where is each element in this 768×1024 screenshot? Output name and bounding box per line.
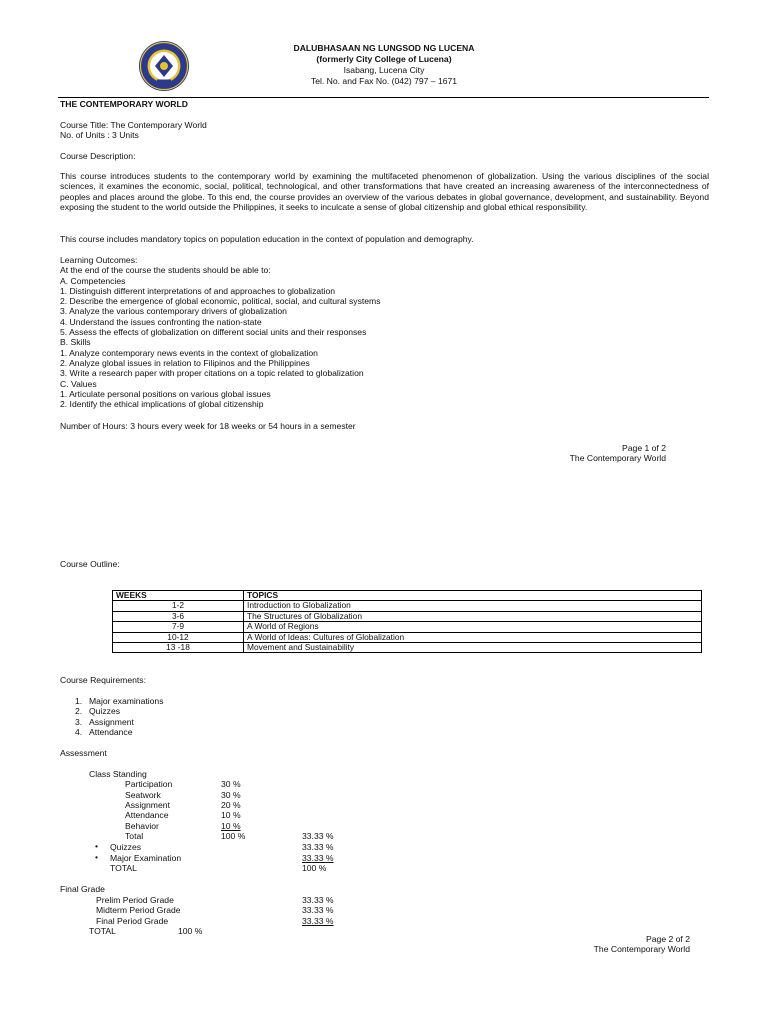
- description-heading: Course Description:: [60, 151, 136, 161]
- requirements-heading: Course Requirements:: [60, 675, 146, 685]
- skill-item: 3. Write a research paper with proper citations on a topic related to globalization: [60, 368, 364, 379]
- document-title: THE CONTEMPORARY WORLD: [60, 99, 188, 109]
- footer-title: The Contemporary World: [593, 944, 690, 955]
- period-grade-weight: 33.33 %: [302, 916, 334, 926]
- period-grade-label: Midterm Period Grade: [96, 905, 181, 915]
- list-item: 2. Quizzes: [75, 706, 121, 717]
- course-outline-table: [112, 590, 702, 653]
- hours-statement: Number of Hours: 3 hours every week for 18 weeks or 54 hours in a semester: [60, 421, 356, 431]
- institution-header: [240, 43, 528, 87]
- column-header-topics: TOPICS: [244, 591, 702, 601]
- outcomes-heading: Learning Outcomes:: [60, 255, 138, 265]
- footer-title: The Contemporary World: [569, 453, 666, 464]
- value-item: 1. Articulate personal positions on various global issues: [60, 388, 271, 399]
- course-info: [60, 120, 207, 141]
- component-label: Attendance: [125, 810, 169, 820]
- weeks-cell: 13 -18: [113, 643, 244, 653]
- component-weight: 10 %: [221, 810, 241, 820]
- table-row: [113, 632, 702, 642]
- major-exam-label: Major Examination: [110, 853, 182, 863]
- topic-cell: A World of Ideas: Cultures of Globalization: [244, 632, 702, 642]
- outline-heading: Course Outline:: [60, 559, 120, 569]
- course-units: No. of Units : 3 Units: [60, 130, 139, 141]
- competency-item: 5. Assess the effects of globalization on different social units and their responses: [60, 327, 367, 338]
- competency-item: 2. Describe the emergence of global economic, political, social, and cultural systems: [60, 296, 381, 307]
- bullet-icon: •: [95, 841, 99, 851]
- topic-cell: Introduction to Globalization: [244, 601, 702, 611]
- topic-cell: Movement and Sustainability: [244, 643, 702, 653]
- class-standing-label: Class Standing: [89, 769, 147, 779]
- major-exam-weight: 33.33 %: [302, 853, 334, 863]
- institution-name: DALUBHASAAN NG LUNGSOD NG LUCENA: [293, 43, 475, 53]
- component-weight: 10 %: [221, 821, 241, 831]
- list-item: 1. Major examinations: [75, 696, 164, 706]
- quizzes-label: Quizzes: [110, 842, 142, 852]
- assessment-total-label: TOTAL: [110, 863, 137, 873]
- table-row: [113, 643, 702, 653]
- component-weight: 30 %: [221, 779, 241, 789]
- component-label: Seatwork: [125, 790, 161, 800]
- competency-item: 1. Distinguish different interpretations of and approaches to globalization: [60, 285, 336, 296]
- institution-former-name: (formerly City College of Lucena): [316, 54, 452, 64]
- table-header-row: [113, 591, 702, 601]
- component-weight: 30 %: [221, 790, 241, 800]
- value-item: 2. Identify the ethical implications of global citizenship: [60, 399, 264, 410]
- assessment-total-value: 100 %: [302, 863, 327, 873]
- period-grade-weight: 33.33 %: [302, 905, 334, 915]
- requirements-list: [75, 696, 164, 737]
- outcomes-intro: At the end of the course the students should be able to:: [60, 265, 271, 276]
- skills-heading: B. Skills: [60, 337, 91, 348]
- component-label: Behavior: [125, 821, 159, 831]
- quizzes-weight: 33.33 %: [302, 842, 334, 852]
- class-standing-weight: 33.33 %: [302, 831, 334, 841]
- competency-item: 4. Understand the issues confronting the nation-state: [60, 316, 262, 327]
- final-total-value: 100 %: [178, 926, 203, 936]
- table-row: [113, 622, 702, 632]
- component-label: Participation: [125, 779, 173, 789]
- page-number: Page 2 of 2: [646, 934, 690, 944]
- final-total-label: TOTAL: [89, 926, 116, 936]
- institution-address: Isabang, Lucena City: [343, 65, 425, 75]
- weeks-cell: 10-12: [113, 632, 244, 642]
- page-2-footer: [560, 934, 690, 955]
- final-grade-heading: Final Grade: [60, 884, 105, 894]
- weeks-cell: 1-2: [113, 601, 244, 611]
- competency-item: 3. Analyze the various contemporary drivers of globalization: [60, 306, 287, 317]
- skill-item: 2. Analyze global issues in relation to Filipinos and the Philippines: [60, 357, 310, 368]
- component-label: Total: [125, 831, 144, 841]
- component-label: Assignment: [125, 800, 170, 810]
- learning-outcomes: [60, 255, 381, 409]
- bullet-icon: •: [95, 852, 99, 862]
- weeks-cell: 3-6: [113, 611, 244, 621]
- list-item: 3. Assignment: [75, 716, 134, 727]
- period-grade-label: Final Period Grade: [96, 916, 169, 926]
- header-divider: [58, 97, 709, 98]
- topic-cell: The Structures of Globalization: [244, 611, 702, 621]
- assessment-heading: Assessment: [60, 748, 107, 758]
- page-1-footer: [500, 443, 666, 464]
- topic-cell: A World of Regions: [244, 622, 702, 632]
- values-heading: C. Values: [60, 378, 97, 389]
- table-row: [113, 611, 702, 621]
- institution-phone: Tel. No. and Fax No. (042) 797 – 1671: [310, 76, 458, 86]
- weeks-cell: 7-9: [113, 622, 244, 632]
- list-item: 4. Attendance: [75, 726, 133, 737]
- table-row: [113, 601, 702, 611]
- college-seal-logo: [138, 40, 190, 92]
- course-description: This course introduces students to the contemporary world by examining the multifaceted phenomenon of globalization. Using the various disciplines of the social sciences, it examines the economic, social, political, technological, and other transformations that have created an increasing awareness of the interconnectedness of peoples and places around the globe. To this end, the course provides an overview of the various debates in global governance, development, and sustainability. Beyond exposing the student to the world outside the Philippines, it seeks to inculcate a sense of global citizenship and global ethical responsibility.: [60, 171, 709, 212]
- column-header-weeks: WEEKS: [113, 591, 244, 601]
- component-weight: 100 %: [221, 831, 246, 841]
- page-number: Page 1 of 2: [622, 443, 666, 453]
- skill-item: 1. Analyze contemporary news events in the context of globalization: [60, 347, 318, 358]
- course-title: Course Title: The Contemporary World: [60, 120, 207, 130]
- component-weight: 20 %: [221, 800, 241, 810]
- period-grade-label: Prelim Period Grade: [96, 895, 174, 905]
- period-grade-weight: 33.33 %: [302, 895, 334, 905]
- population-note: This course includes mandatory topics on population education in the context of population and demography.: [60, 234, 474, 244]
- competencies-heading: A. Competencies: [60, 275, 126, 286]
